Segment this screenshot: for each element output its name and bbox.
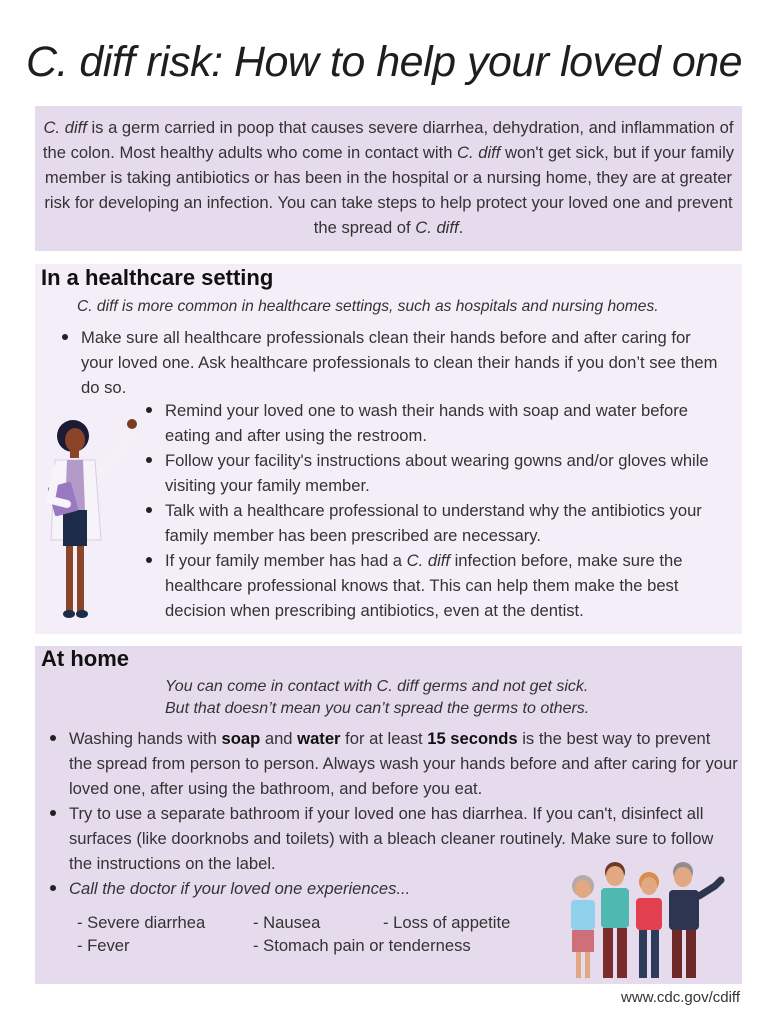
list-item [43, 726, 738, 801]
list-item: Talk with a healthcare professional to understand why the antibiotics your family member has been prescribed are necessary. [139, 498, 724, 548]
list-item: Remind your loved one to wash their hands with soap and water before eating and after using the restroom. [139, 398, 724, 448]
home-section [35, 646, 742, 984]
intro-box [35, 106, 742, 251]
symptom-severe-diarrhea: - Severe diarrhea [77, 913, 206, 932]
intro-term: C. diff [415, 218, 459, 237]
healthcare-subtitle: C. diff is more common in healthcare settings, such as hospitals and nursing homes. [77, 298, 659, 315]
list-item-text: If your family member has had a [165, 551, 407, 570]
list-item-text: Washing hands with [69, 729, 222, 748]
home-subtitle-line1: You can come in contact with C. diff germs and not get sick. [165, 678, 589, 695]
page-title: C. diff risk: How to help your loved one [25, 38, 743, 86]
keyword-soap: soap [221, 729, 261, 748]
intro-text: is a germ carried in poop that causes severe diarrhea, dehydration, and inflammation of the colon. Most healthy adults who come in contact with [42, 118, 734, 162]
list-item: Try to use a separate bathroom if your loved one has diarrhea. If you can't, disinfect all surfaces (like doorknobs and toilets) with a bleach cleaner routinely. Make sure to follow the instructions on the label. [43, 801, 738, 876]
doctor-illustration [37, 410, 141, 626]
symptom-loss-of-appetite: - Loss of appetite [383, 913, 511, 932]
list-item-text: infection before, make sure the healthcare professional knows that. This can help them make the best decision when prescribing antibiotics, even at the dentist. [165, 551, 683, 620]
healthcare-heading: In a healthcare setting [41, 265, 274, 290]
intro-term: C. diff [457, 143, 501, 162]
list-item-text: is the best way to prevent the spread from person to person. Always wash your hands before and after caring for your loved one, after using the bathroom, and before you eat. [69, 729, 738, 798]
keyword-time: 15 seconds [427, 729, 518, 748]
symptom-stomach-pain: - Stomach pain or tenderness [253, 936, 471, 955]
list-item: Call the doctor if your loved one experiences... [43, 876, 738, 901]
intro-text: won't get sick, but if your family member is taking antibiotics or has been in the hospital or a nursing home, they are at greater risk for developing an infection. You can take steps to help protect your loved one and prevent the spread of [44, 143, 735, 237]
list-item: Make sure all healthcare professionals clean their hands before and after caring for your loved one. Ask healthcare professionals to clean their hands if you don’t see them do so. [55, 325, 720, 400]
home-subtitle-line2: But that doesn’t mean you can’t spread the germs to others. [165, 700, 590, 717]
symptom-fever: - Fever [77, 936, 130, 955]
list-item-term: C. diff [406, 551, 450, 570]
list-item-text: and [260, 729, 298, 748]
list-item: Follow your facility's instructions about wearing gowns and/or gloves while visiting your family member. [139, 448, 724, 498]
home-heading: At home [41, 646, 129, 671]
footer-url: www.cdc.gov/cdiff [621, 989, 740, 1006]
list-item [139, 548, 724, 623]
keyword-water: water [297, 729, 341, 748]
intro-text: . [458, 218, 464, 237]
healthcare-list-top [55, 325, 720, 400]
healthcare-list [139, 398, 724, 623]
family-illustration [559, 856, 735, 984]
intro-term: C. diff [43, 118, 87, 137]
list-item-text: for at least [340, 729, 428, 748]
healthcare-section [35, 264, 742, 634]
symptom-nausea: - Nausea [253, 913, 321, 932]
